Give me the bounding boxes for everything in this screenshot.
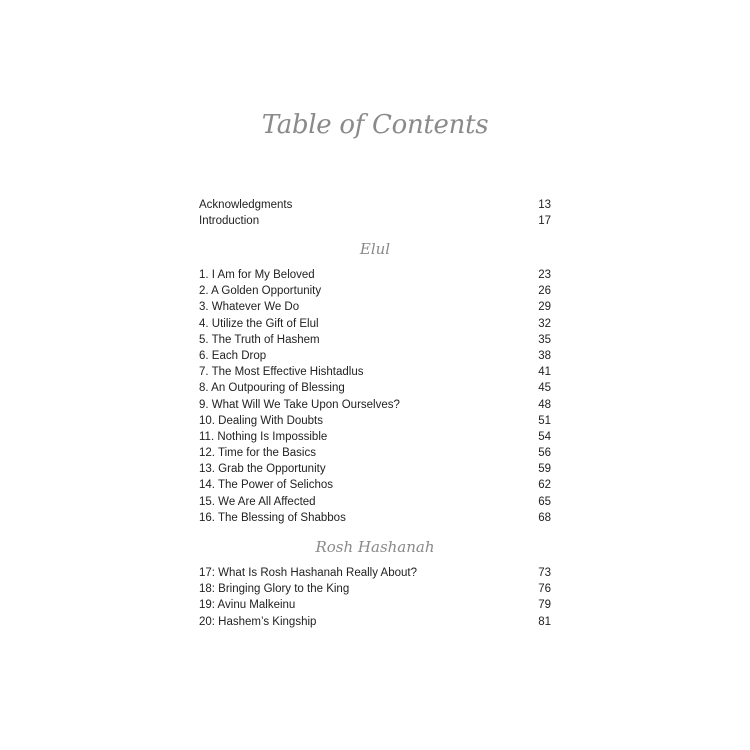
entry-label: 1. I Am for My Beloved — [199, 269, 315, 281]
entry-page-number: 79 — [538, 599, 551, 612]
entry-page-number: 54 — [538, 430, 551, 443]
toc-entry[interactable] — [199, 380, 551, 396]
entry-page-number: 23 — [538, 269, 551, 281]
entry-label: 15. We Are All Affected — [199, 495, 316, 508]
toc-entry[interactable] — [199, 614, 551, 630]
entry-page-number: 45 — [538, 382, 551, 395]
toc-entry[interactable] — [199, 461, 551, 477]
entry-label: 16. The Blessing of Shabbos — [199, 511, 346, 524]
entry-label: 20: Hashem’s Kingship — [199, 615, 317, 628]
toc-entry[interactable] — [199, 445, 551, 461]
entry-page-number: 76 — [538, 583, 551, 596]
toc-entry[interactable] — [199, 581, 551, 597]
entry-page-number: 38 — [538, 349, 551, 362]
entry-page-number: 73 — [538, 567, 551, 579]
entry-page-number: 17 — [538, 215, 551, 228]
entry-label: 14. The Power of Selichos — [199, 479, 334, 492]
toc-entry[interactable] — [199, 510, 551, 526]
entry-label: Acknowledgments — [199, 199, 293, 211]
entry-label: 17: What Is Rosh Hashanah Really About? — [199, 567, 417, 579]
toc-entry[interactable] — [199, 332, 551, 348]
entry-label: 5. The Truth of Hashem — [199, 333, 320, 346]
entry-page-number: 13 — [538, 199, 551, 211]
toc-entry[interactable] — [199, 429, 551, 445]
toc-entry[interactable] — [199, 477, 551, 493]
entry-label: 11. Nothing Is Impossible — [199, 430, 328, 443]
toc-entry[interactable] — [199, 364, 551, 380]
toc-entry[interactable] — [199, 267, 551, 283]
entry-label: 9. What Will We Take Upon Ourselves? — [199, 398, 400, 411]
section-list-elul — [199, 267, 551, 526]
entry-page-number: 41 — [538, 366, 551, 379]
section-heading-rosh-hashanah: Rosh Hashanah — [315, 538, 435, 556]
entry-page-number: 48 — [538, 398, 551, 411]
toc-entry[interactable] — [199, 597, 551, 613]
section-list-rosh-hashanah — [199, 565, 551, 630]
toc-entry[interactable] — [199, 197, 551, 213]
toc-entry[interactable] — [199, 565, 551, 581]
entry-page-number: 32 — [538, 317, 551, 330]
entry-page-number: 56 — [538, 447, 551, 460]
entry-label: 13. Grab the Opportunity — [199, 463, 326, 476]
section-heading-elul: Elul — [359, 240, 391, 258]
entry-page-number: 29 — [538, 301, 551, 314]
entry-page-number: 81 — [538, 615, 551, 628]
entry-page-number: 62 — [538, 479, 551, 492]
toc-entry[interactable] — [199, 494, 551, 510]
entry-page-number: 26 — [538, 285, 551, 298]
entry-label: 3. Whatever We Do — [199, 301, 300, 314]
toc-entry[interactable] — [199, 213, 551, 229]
entry-page-number: 65 — [538, 495, 551, 508]
entry-label: 18: Bringing Glory to the King — [199, 583, 350, 596]
entry-label: 4. Utilize the Gift of Elul — [199, 317, 319, 330]
toc-entry[interactable] — [199, 299, 551, 315]
entry-label: 8. An Outpouring of Blessing — [199, 382, 345, 395]
entry-label: 19: Avinu Malkeinu — [199, 599, 296, 612]
page-title: Table of Contents — [261, 110, 489, 140]
entry-label: 10. Dealing With Doubts — [199, 414, 324, 427]
entry-label: 2. A Golden Opportunity — [199, 285, 322, 298]
entry-label: 7. The Most Effective Hishtadlus — [199, 366, 364, 379]
entry-page-number: 35 — [538, 333, 551, 346]
entry-label: 6. Each Drop — [199, 349, 267, 362]
toc-entry[interactable] — [199, 413, 551, 429]
toc-entry[interactable] — [199, 348, 551, 364]
entry-label: 12. Time for the Basics — [199, 447, 316, 460]
entry-page-number: 59 — [538, 463, 551, 476]
entry-page-number: 51 — [538, 414, 551, 427]
entry-label: Introduction — [199, 215, 260, 228]
toc-entry[interactable] — [199, 397, 551, 413]
toc-entry[interactable] — [199, 316, 551, 332]
front-matter-list — [199, 197, 551, 229]
toc-entry[interactable] — [199, 283, 551, 299]
entry-page-number: 68 — [538, 511, 551, 524]
